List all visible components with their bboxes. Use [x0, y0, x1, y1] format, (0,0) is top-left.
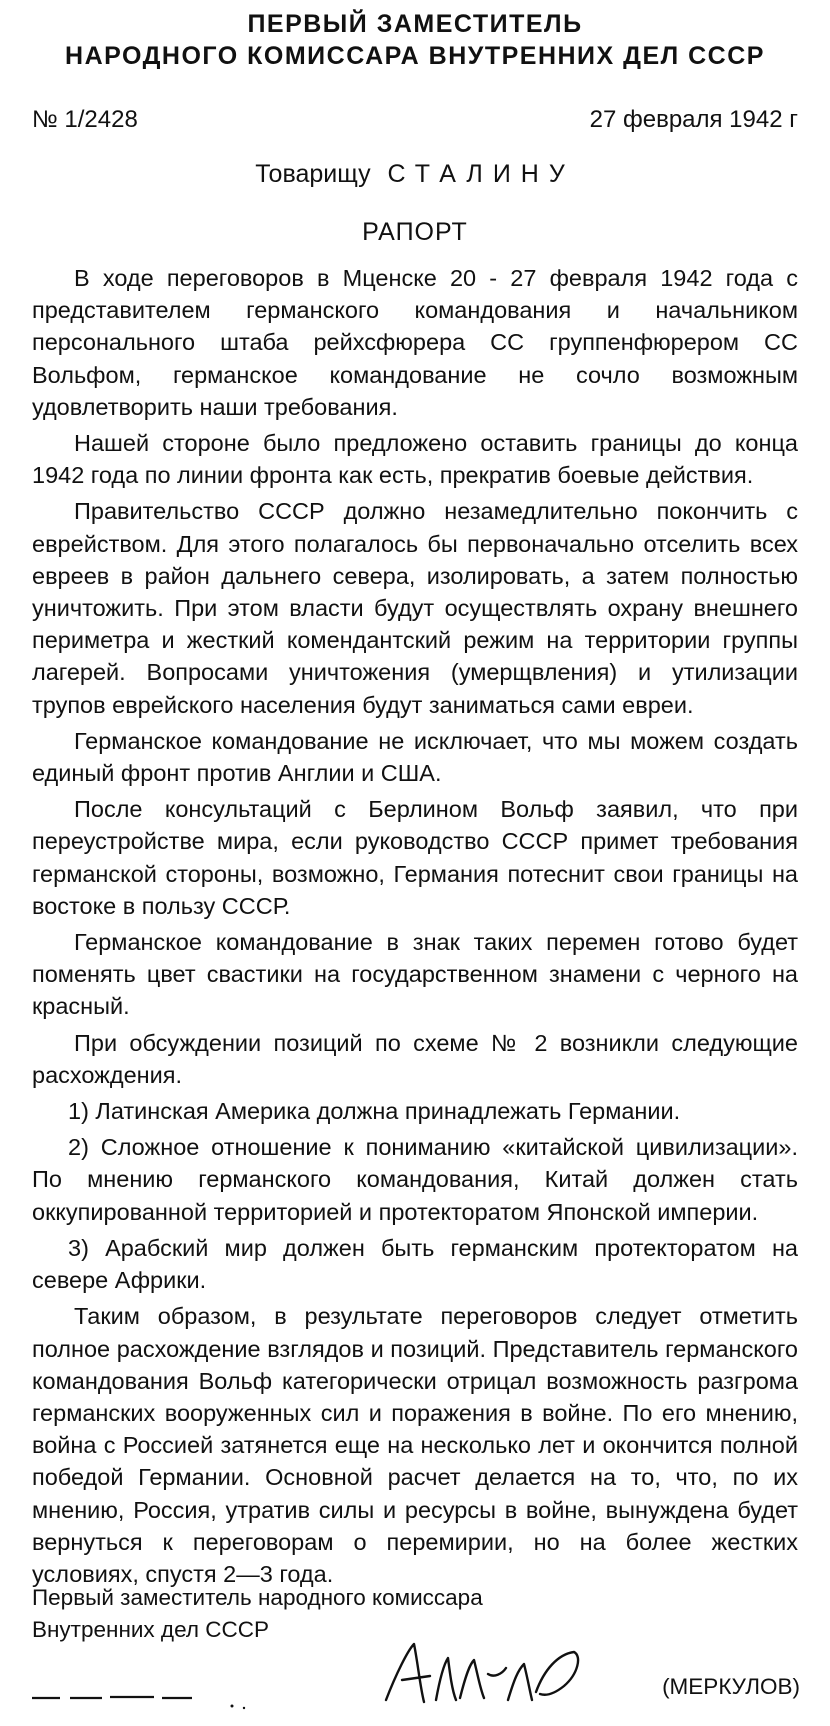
paragraph: Правительство СССР должно незамедлительно покончить с еврейством. Для этого полагалось бы первоначально отселить всех евреев в район дальнего севера, изолировать, а затем полностью уничтожить. При этом власти будут осуществлять охрану внешнего периметра и жесткий комендантский режим на территории группы лагерей. Вопросами уничтожения (умерщвления) и утилизации трупов еврейского населения будут заниматься сами евреи.: [32, 498, 798, 718]
addressee: [0, 160, 830, 189]
handwritten-signature: [378, 1634, 588, 1714]
list-item: 1) Латинская Америка должна принадлежать Германии.: [68, 1098, 681, 1125]
signatory-title-line-2: Внутренних дел СССР: [32, 1617, 269, 1642]
paragraph: Германское командование в знак таких перемен готово будет поменять цвет свастики на государственном знамени с черного на красный.: [32, 929, 798, 1020]
document-number: № 1/2428: [32, 106, 138, 133]
list-item: 3) Арабский мир должен быть германским протекторатом на севере Африки.: [32, 1234, 798, 1294]
paragraph: Германское командование не исключает, что мы можем создать единый фронт против Англии и США.: [32, 727, 798, 787]
document-body: [32, 262, 798, 1594]
document-title: РАПОРТ: [362, 218, 468, 246]
paragraph: После консультаций с Берлином Вольф заявил, что при переустройстве мира, если руководство СССР примет требования германской стороны, возможно, Германия потеснит свои границы на востоке в пользу СССР.: [32, 796, 798, 919]
header-line-2: НАРОДНОГО КОМИССАРА ВНУТРЕННИХ ДЕЛ СССР: [65, 42, 765, 70]
paragraph: При обсуждении позиций по схеме № 2 возникли следующие расхождения.: [32, 1029, 798, 1088]
paragraph: Нашей стороне было предложено оставить границы до конца 1942 года по линии фронта как есть, прекратив боевые действия.: [32, 430, 798, 489]
scan-marks: [32, 1684, 252, 1714]
addressee-name: СТАЛИНУ: [387, 160, 575, 188]
signatory-name: (МЕРКУЛОВ): [662, 1674, 800, 1699]
list-item: 2) Сложное отношение к пониманию «китайской цивилизации». По мнению германского командования, Китай должен стать оккупированной территорией и протекторатом Японской империи.: [32, 1134, 798, 1225]
paragraph: Таким образом, в результате переговоров следует отметить полное расхождение взглядов и позиций. Представитель германского командования Вольф категорически отрицал возможность разгрома германских вооруженных сил и поражения в войне. По его мнению, война с Россией затянется еще на несколько лет и окончится полной победой Германии. Основной расчет делается на то, что, по их мнению, Россия, утратив силы и ресурсы в войне, вынуждена будет вернуться к переговорам о перемирии, но на более жестких условиях, спустя 2—3 года.: [32, 1303, 798, 1587]
header-line-1: ПЕРВЫЙ ЗАМЕСТИТЕЛЬ: [247, 10, 583, 38]
document-date: 27 февраля 1942 г: [589, 106, 798, 133]
addressee-prefix: Товарищу: [255, 160, 371, 188]
signatory-title-line-1: Первый заместитель народного комиссара: [32, 1585, 483, 1610]
paragraph: В ходе переговоров в Мценске 20 - 27 февраля 1942 года с представителем германского командования и начальником персонального штаба рейхсфюрера СС группенфюрером СС Вольфом, германское командование не сочло возможным удовлетворить наши требования.: [32, 265, 798, 420]
